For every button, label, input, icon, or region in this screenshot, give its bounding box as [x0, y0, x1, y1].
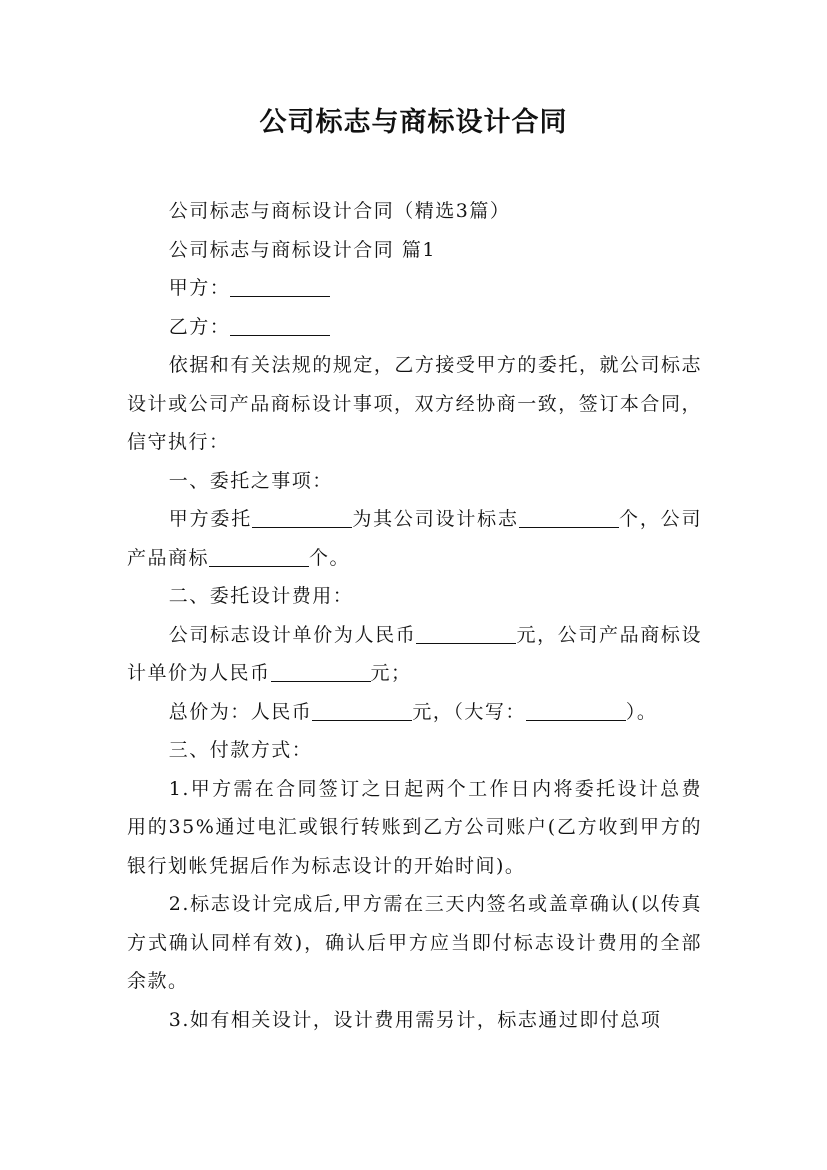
- text-segment: 为其公司设计标志: [352, 508, 519, 530]
- party-b-label: 乙方：: [168, 315, 231, 338]
- section-1-content: [127, 500, 702, 577]
- document-body: [127, 192, 702, 1039]
- blank-field: [271, 659, 371, 682]
- text-segment: 元，（大写：: [412, 700, 526, 723]
- party-b-blank: [230, 313, 330, 336]
- text-segment: 总价为：人民币: [168, 700, 313, 723]
- blank-field: [209, 544, 309, 567]
- blank-field: [519, 505, 619, 528]
- blank-field: [252, 505, 352, 528]
- blank-field: [526, 698, 626, 721]
- payment-item-1: 1.甲方需在合同签订之日起两个工作日内将委托设计总费用的35%通过电汇或银行转账到乙方公司账户(乙方收到甲方的银行划帐凭据后作为标志设计的开始时间)。: [127, 777, 702, 877]
- section-3-heading: 三、付款方式：: [168, 739, 313, 761]
- subtitle-article-1: 公司标志与商标设计合同 篇1: [168, 238, 436, 261]
- text-segment: 元，公司产品商标设计单价为人民币: [127, 623, 702, 684]
- party-b-line: [127, 308, 702, 347]
- text-segment: ）。: [625, 700, 658, 723]
- total-price-line: [127, 693, 702, 732]
- section-2-heading: 二、委托设计费用：: [168, 585, 354, 607]
- party-a-blank: [230, 274, 330, 297]
- payment-item-3: 3.如有相关设计，设计费用需另计，标志通过即付总项: [168, 1008, 662, 1031]
- intro-paragraph: 依据和有关法规的规定，乙方接受甲方的委托，就公司标志设计或公司产品商标设计事项，双方经协商一致，签订本合同，信守执行：: [127, 354, 702, 453]
- subtitle-selection: 公司标志与商标设计合同（精选3篇）: [168, 200, 511, 222]
- party-a-line: [127, 269, 702, 308]
- section-1-heading: 一、委托之事项：: [168, 469, 333, 492]
- text-segment: 甲方委托: [168, 508, 253, 530]
- payment-item-2: 2.标志设计完成后,甲方需在三天内签名或盖章确认(以传真方式确认同样有效)，确认后甲方应当即付标志设计费用的全部余款。: [127, 893, 702, 992]
- document-title: 公司标志与商标设计合同: [259, 107, 568, 138]
- text-segment: 个。: [309, 546, 351, 569]
- blank-field: [416, 621, 516, 644]
- text-segment: 公司标志设计单价为人民币: [168, 623, 417, 646]
- text-segment: 个，公司产品商标: [127, 508, 702, 569]
- section-2-content: [127, 616, 702, 693]
- party-a-label: 甲方：: [168, 277, 231, 299]
- blank-field: [312, 698, 412, 721]
- text-segment: 元；: [370, 662, 412, 684]
